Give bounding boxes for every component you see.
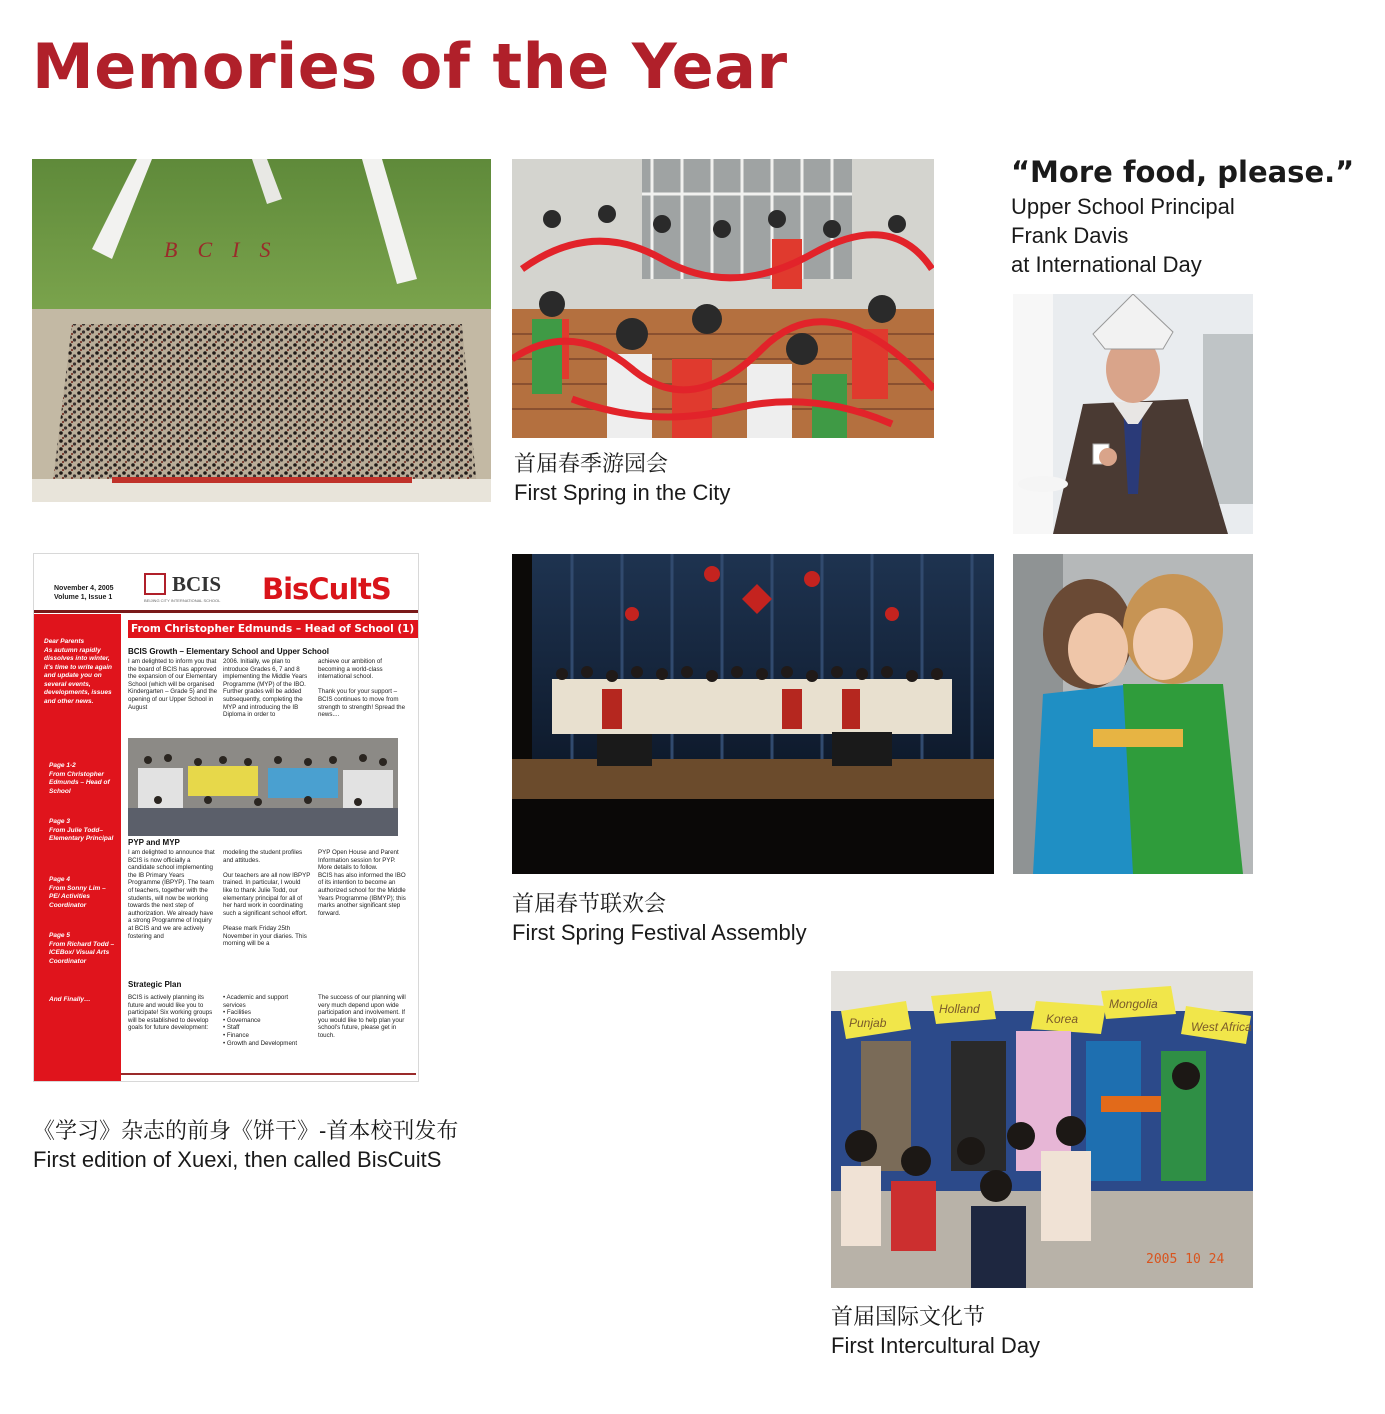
newsletter-logo-subtitle: BEIJING CITY INTERNATIONAL SCHOOL [144, 598, 221, 603]
newsletter-col2c: • Academic and support services • Facilities • Governance • Staff • Finance • Growth and Development [223, 994, 298, 1047]
intercultural-caption [831, 1302, 1040, 1360]
newsletter-col2b: modeling the student profiles and attitudes. Our teachers are all now IBPYP trained. In particular, I would like to thank Julie Todd, our elementary principal for all of her hard work in coordinating such a significant school effort. Please mark Friday 25th November in your diaries. This morning will be a [223, 849, 311, 948]
bcis-emblem-icon [144, 573, 166, 595]
spring-city-caption-en: First Spring in the City [514, 480, 731, 505]
newsletter-col3b: PYP Open House and Parent Information session for PYP. More details to follow. BCIS has also informed the IBO of its intention to become an authorized school for the Middle Years Programme (IBMYP); this marks another significant step forward. [318, 849, 406, 917]
principal-photo [1013, 294, 1253, 534]
newsletter-subhead-growth: BCIS Growth – Elementary School and Upper School [128, 647, 329, 656]
newsletter-volume-text: Volume 1, Issue 1 [54, 594, 113, 601]
newsletter-caption [33, 1116, 458, 1174]
aerial-courtyard-photo [32, 159, 491, 502]
newsletter-toc-item: Page 5 From Richard Todd – ICEBox/ Visual Arts Coordinator [49, 932, 115, 965]
newsletter-caption-en: First edition of Xuexi, then called BisCuitS [33, 1147, 442, 1172]
festival-assembly-photo [512, 554, 994, 874]
newsletter-group-photo [128, 738, 398, 836]
newsletter-footer-rule [121, 1073, 416, 1075]
page-title: Memories of the Year [32, 30, 788, 103]
principal-quote [1011, 152, 1354, 279]
intercultural-caption-en: First Intercultural Day [831, 1333, 1041, 1358]
flag-label: Mongolia [1109, 997, 1158, 1011]
quote-attribution-line3: at International Day [1011, 252, 1202, 277]
newsletter-date [54, 584, 114, 602]
flag-label: Korea [1046, 1012, 1079, 1026]
intercultural-day-photo [831, 971, 1253, 1288]
newsletter-subhead-strategic: Strategic Plan [128, 980, 182, 989]
newsletter-date-text: November 4, 2005 [54, 585, 114, 592]
spring-city-caption [514, 449, 730, 507]
newsletter-col1c: BCIS is actively planning its future and would like you to participate! Six working groups will be established to develop goals for future development: [128, 994, 213, 1032]
newsletter-col1a: I am delighted to inform you that the board of BCIS has approved the expansion of our Elementary School (which will be organised Kindergarten – Grade 5) and the opening of our Upper School in August [128, 658, 218, 711]
newsletter-sidebar-intro: Dear Parents As autumn rapidly dissolves into winter, it's time to write again and update you on several events, developments, issues and other news. [44, 638, 113, 705]
quote-attribution-line1: Upper School Principal [1011, 194, 1235, 219]
assembly-caption [512, 889, 807, 947]
newsletter-col2a: 2006. Initially, we plan to introduce Grades 6, 7 and 8 implementing the Middle Years Programme (MYP) of the IBO. Further grades will be added subsequently, completing the MYP and introducing the IB Diploma in order to [223, 658, 308, 719]
newsletter-headline: From Christopher Edmunds – Head of School (1) [128, 620, 419, 638]
quote-text: “More food, please.” [1011, 155, 1355, 189]
newsletter-bcis-logo [144, 572, 221, 597]
spring-dance-photo [512, 159, 934, 438]
assembly-caption-en: First Spring Festival Assembly [512, 920, 807, 945]
flag-label: Holland [939, 1002, 980, 1016]
newsletter-toc-item: Page 1-2 From Christopher Edmunds – Head of School [49, 762, 110, 795]
date-stamp: 2005 10 24 [1146, 1252, 1225, 1267]
newsletter-brand: BisCuItS [262, 572, 391, 606]
newsletter-subhead-pyp: PYP and MYP [128, 838, 180, 847]
newsletter-caption-zh: 《学习》杂志的前身《饼干》-首本校刊发布 [33, 1118, 459, 1143]
assembly-caption-zh: 首届春节联欢会 [512, 891, 667, 916]
newsletter-toc-item: Page 3 From Julie Todd– Elementary Principal [49, 818, 114, 842]
newsletter-col1b: I am delighted to announce that BCIS is now officially a candidate school implementing the IB Primary Years Programme (IBPYP). The team of teachers, together with the students, will now be working towards the next step of authorization. We already have a strong Programme of Inquiry at BCIS and we are actively fostering and [128, 849, 215, 940]
newsletter-sidebar [34, 614, 121, 1081]
newsletter-col3a: achieve our ambition of becoming a world-class international school. Thank you for your support – BCIS continues to move from strength to strength! Spread the news.... [318, 658, 406, 719]
aerial-bcis-letters: BCIS [164, 237, 291, 262]
newsletter-header-rule [34, 610, 418, 613]
newsletter-toc-item: Page 4 From Sonny Lim – PE/ Activities Coordinator [49, 876, 106, 909]
newsletter-col3c: The success of our planning will very much depend upon wide participation and involvement. If you would like to help plan your school's future, please get in touch. [318, 994, 406, 1039]
girls-traditional-dress-photo [1013, 554, 1253, 874]
quote-attribution-line2: Frank Davis [1011, 223, 1129, 248]
biscuits-newsletter-scan [33, 553, 419, 1082]
spring-city-caption-zh: 首届春季游园会 [514, 451, 669, 476]
newsletter-toc-item: And Finally… [49, 996, 91, 1003]
flag-label: Punjab [849, 1016, 887, 1030]
newsletter-logo-text: BCIS [172, 572, 222, 596]
flag-label: West Africa [1191, 1020, 1252, 1034]
intercultural-caption-zh: 首届国际文化节 [831, 1304, 986, 1329]
